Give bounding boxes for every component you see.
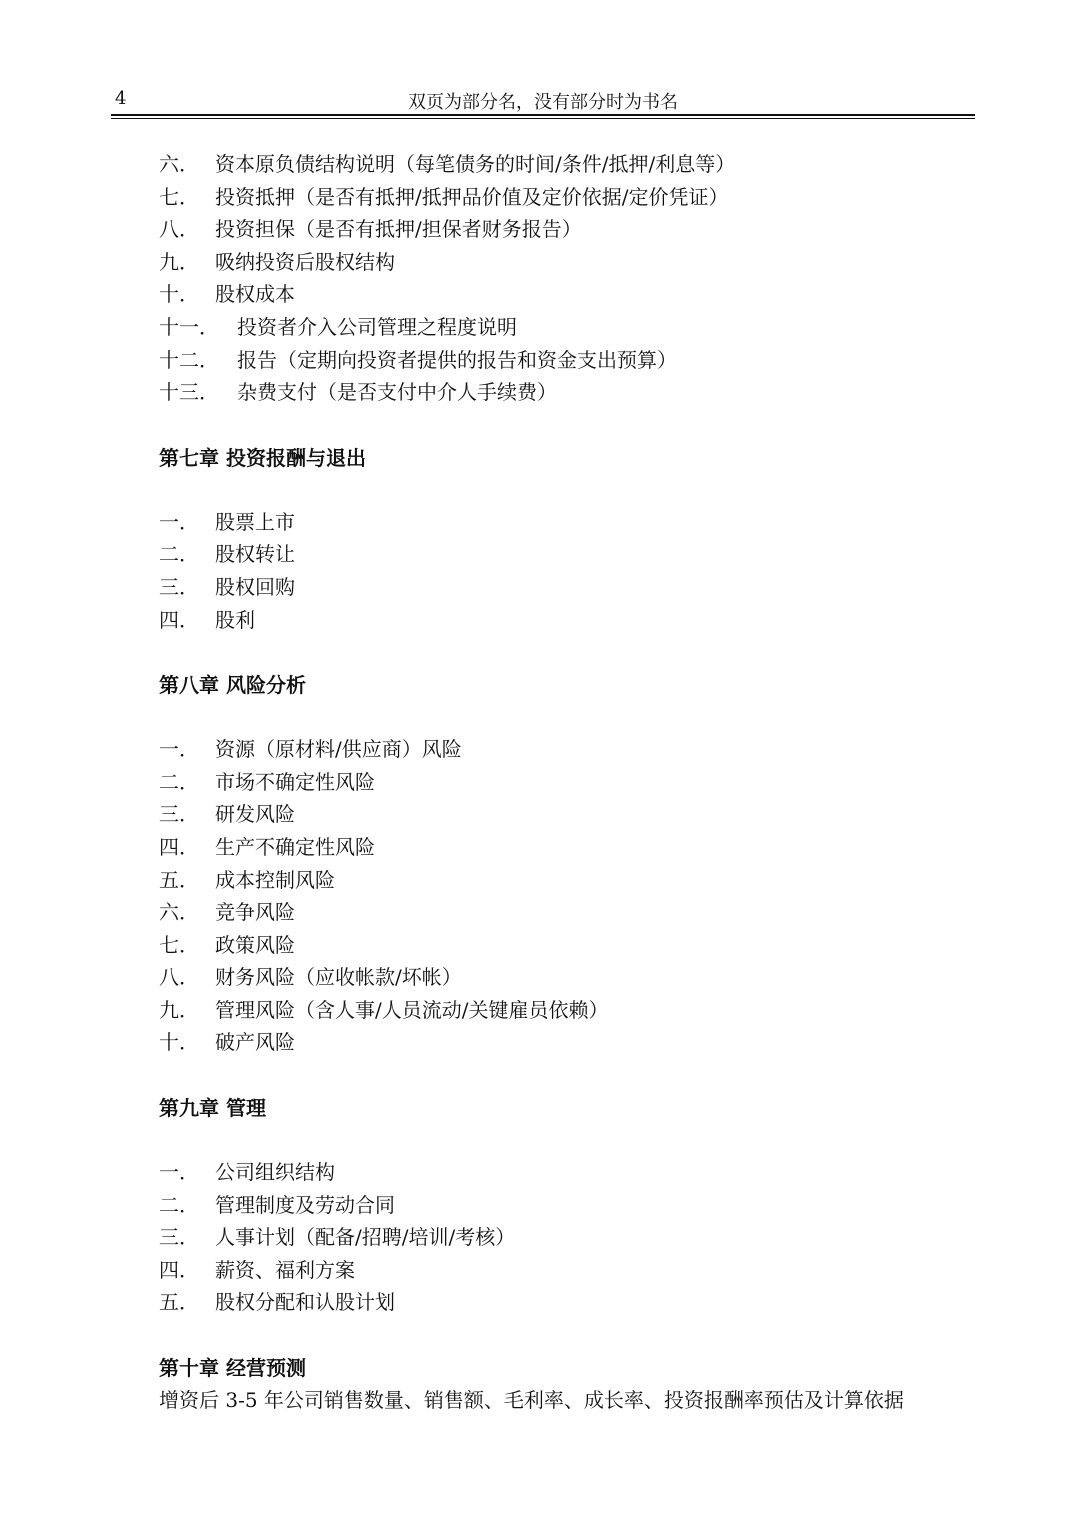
item-text: 股权成本 <box>215 282 295 307</box>
list-item <box>159 831 989 864</box>
list-item <box>159 1254 989 1287</box>
item-text: 股权回购 <box>215 574 295 599</box>
page-number: 4 <box>115 88 127 109</box>
item-number: 二． <box>159 769 199 794</box>
list-item <box>159 1286 989 1319</box>
list-item <box>159 864 989 897</box>
list-item <box>159 538 989 571</box>
item-number: 一． <box>159 509 199 534</box>
item-text: 薪资、福利方案 <box>215 1257 355 1282</box>
list-item <box>159 246 989 279</box>
chapter-9-heading: 第九章 管理 <box>159 1096 266 1121</box>
item-number: 四． <box>159 607 199 632</box>
list-item <box>159 148 989 181</box>
item-number: 一． <box>159 1160 199 1185</box>
item-number: 十． <box>159 1030 199 1055</box>
item-text: 股票上市 <box>215 509 295 534</box>
list-item <box>159 1189 989 1222</box>
item-text: 市场不确定性风险 <box>215 769 375 794</box>
list-item <box>159 1221 989 1254</box>
item-text: 破产风险 <box>215 1030 295 1055</box>
item-number: 五． <box>159 1290 199 1315</box>
list-item <box>159 929 989 962</box>
item-text: 投资担保（是否有抵押/担保者财务报告） <box>215 217 582 242</box>
item-number: 七． <box>159 932 199 957</box>
item-number: 十三． <box>159 380 219 405</box>
list-item <box>159 181 989 214</box>
running-title: 双页为部分名，没有部分时为书名 <box>408 92 678 113</box>
item-number: 八． <box>159 965 199 990</box>
item-number: 三． <box>159 574 199 599</box>
list-item <box>159 506 989 539</box>
item-number: 二． <box>159 542 199 567</box>
list-item <box>159 376 989 409</box>
list-item <box>159 1026 989 1059</box>
item-number: 三． <box>159 1225 199 1250</box>
item-text: 管理制度及劳动合同 <box>215 1192 395 1217</box>
item-text: 报告（定期向投资者提供的报告和资金支出预算） <box>237 347 677 372</box>
item-text: 股利 <box>215 607 255 632</box>
document-body <box>159 148 989 1416</box>
item-text: 杂费支付（是否支付中介人手续费） <box>237 380 557 405</box>
item-number: 一． <box>159 737 199 762</box>
chapter-10-heading: 第十章 经营预测 <box>159 1356 306 1381</box>
item-text: 政策风险 <box>215 932 295 957</box>
item-number: 六． <box>159 900 199 925</box>
chapter-9-list <box>159 1156 989 1319</box>
item-number: 十． <box>159 282 199 307</box>
item-text: 投资者介入公司管理之程度说明 <box>237 314 517 339</box>
list-item <box>159 571 989 604</box>
item-number: 五． <box>159 867 199 892</box>
item-number: 八． <box>159 217 199 242</box>
item-text: 投资抵押（是否有抵押/抵押品价值及定价依据/定价凭证） <box>215 184 729 209</box>
chapter-7-list <box>159 506 989 636</box>
item-number: 四． <box>159 1257 199 1282</box>
item-text: 股权转让 <box>215 542 295 567</box>
continued-list <box>159 148 989 409</box>
list-item <box>159 896 989 929</box>
item-number: 十一． <box>159 314 219 339</box>
chapter-8-list <box>159 733 989 1059</box>
header-rule <box>111 114 975 119</box>
item-text: 公司组织结构 <box>215 1160 335 1185</box>
item-text: 资源（原材料/供应商）风险 <box>215 737 462 762</box>
item-text: 吸纳投资后股权结构 <box>215 249 395 274</box>
list-item <box>159 278 989 311</box>
chapter-7-heading: 第七章 投资报酬与退出 <box>159 445 366 470</box>
item-text: 人事计划（配备/招聘/培训/考核） <box>215 1225 516 1250</box>
chapter-10-description: 增资后 3-5 年公司销售数量、销售额、毛利率、成长率、投资报酬率预估及计算依据 <box>159 1388 904 1413</box>
list-item <box>159 604 989 637</box>
item-text: 成本控制风险 <box>215 867 335 892</box>
item-number: 七． <box>159 184 199 209</box>
item-number: 四． <box>159 834 199 859</box>
item-text: 管理风险（含人事/人员流动/关键雇员依赖） <box>215 997 609 1022</box>
item-text: 生产不确定性风险 <box>215 834 375 859</box>
item-text: 竞争风险 <box>215 900 295 925</box>
list-item <box>159 311 989 344</box>
list-item <box>159 961 989 994</box>
item-number: 三． <box>159 802 199 827</box>
chapter-8-heading: 第八章 风险分析 <box>159 673 306 698</box>
item-number: 六． <box>159 152 199 176</box>
list-item <box>159 344 989 377</box>
list-item <box>159 766 989 799</box>
item-number: 九． <box>159 249 199 274</box>
list-item <box>159 733 989 766</box>
item-text: 资本原负债结构说明（每笔债务的时间/条件/抵押/利息等） <box>215 152 736 176</box>
item-number: 二． <box>159 1192 199 1217</box>
item-number: 十二． <box>159 347 219 372</box>
list-item <box>159 798 989 831</box>
page-header <box>111 88 975 114</box>
item-number: 九． <box>159 997 199 1022</box>
item-text: 股权分配和认股计划 <box>215 1290 395 1315</box>
list-item <box>159 213 989 246</box>
item-text: 财务风险（应收帐款/坏帐） <box>215 965 462 990</box>
list-item <box>159 1156 989 1189</box>
item-text: 研发风险 <box>215 802 295 827</box>
list-item <box>159 994 989 1027</box>
